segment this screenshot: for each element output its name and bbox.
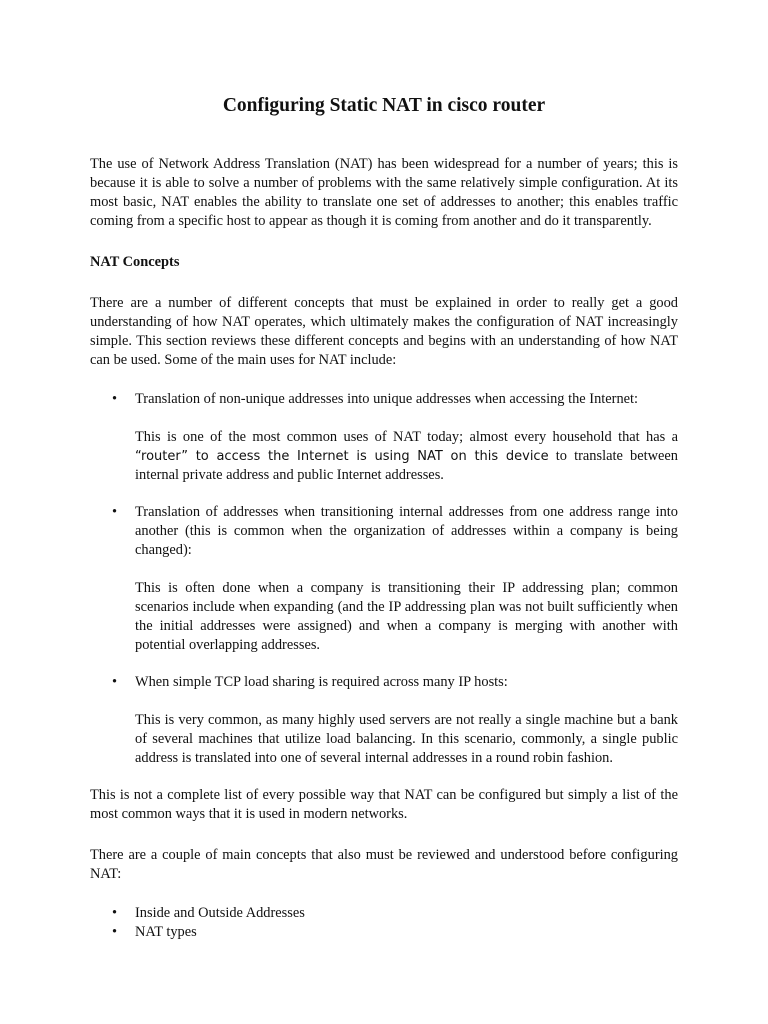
list-item-label: NAT types [135,924,197,940]
description-text: This is one of the most common uses of NAT today; almost every household that has a [135,429,678,445]
list-item-description: This is often done when a company is transitioning their IP addressing plan; common scenarios include when expanding (and the IP addressing plan was not built sufficiently when the initial addresses were assigned) and when a company is merging with another with potential overlapping addresses. [135,580,678,653]
list-item-description: This is very common, as many highly used servers are not really a single machine but a bank of several machines that utilize load balancing. In this scenario, commonly, a single public address is translated into one of several internal addresses in a round robin fashion. [135,712,678,766]
main-concepts-list [90,904,678,942]
list-item-heading: Translation of addresses when transitioning internal addresses from one address range into another (this is common when the organization of addresses within a company is being changed): [135,504,678,558]
document-title: Configuring Static NAT in cisco router [222,95,546,116]
main-concepts-intro-paragraph: There are a couple of main concepts that also must be reviewed and understood before configuring NAT: [90,847,678,882]
bullet-icon: • [112,391,118,407]
bullet-icon: • [112,905,118,921]
section-heading: NAT Concepts [90,254,180,270]
document-body [90,155,678,942]
concepts-intro-paragraph: There are a number of different concepts that must be explained in order to really get a good understanding of how NAT operates, which ultimately makes the configuration of NAT increasingly simple. This section reviews these different concepts and begins with an understanding of how NAT can be used. Some of the main uses for NAT include: [90,295,678,368]
intro-paragraph: The use of Network Address Translation (NAT) has been widespread for a number of years; this is because it is able to solve a number of problems with the same relatively simple configuration. At its most basic, NAT enables the ability to translate one set of addresses to another; this enables traffic coming from a specific host to appear as though it is coming from another and do it transparently. [90,156,678,229]
description-text: to translate between internal private address and public Internet addresses. [135,448,678,483]
list-item-description [135,428,678,485]
list-item-label: Inside and Outside Addresses [135,905,305,921]
bullet-icon: • [112,924,118,940]
list-item-heading: Translation of non-unique addresses into unique addresses when accessing the Internet: [135,391,639,407]
not-complete-paragraph: This is not a complete list of every possible way that NAT can be configured but simply a list of the most common ways that it is used in modern networks. [90,787,678,822]
description-inline-text: “router” to access the Internet is using NAT on this device [135,449,549,464]
bullet-icon: • [112,504,118,520]
nat-uses-list [90,390,678,768]
list-item [90,503,678,655]
list-item [90,904,678,923]
list-item [90,923,678,942]
list-item [90,673,678,768]
list-item-heading: When simple TCP load sharing is required across many IP hosts: [135,674,508,690]
bullet-icon: • [112,674,118,690]
list-item [90,390,678,485]
